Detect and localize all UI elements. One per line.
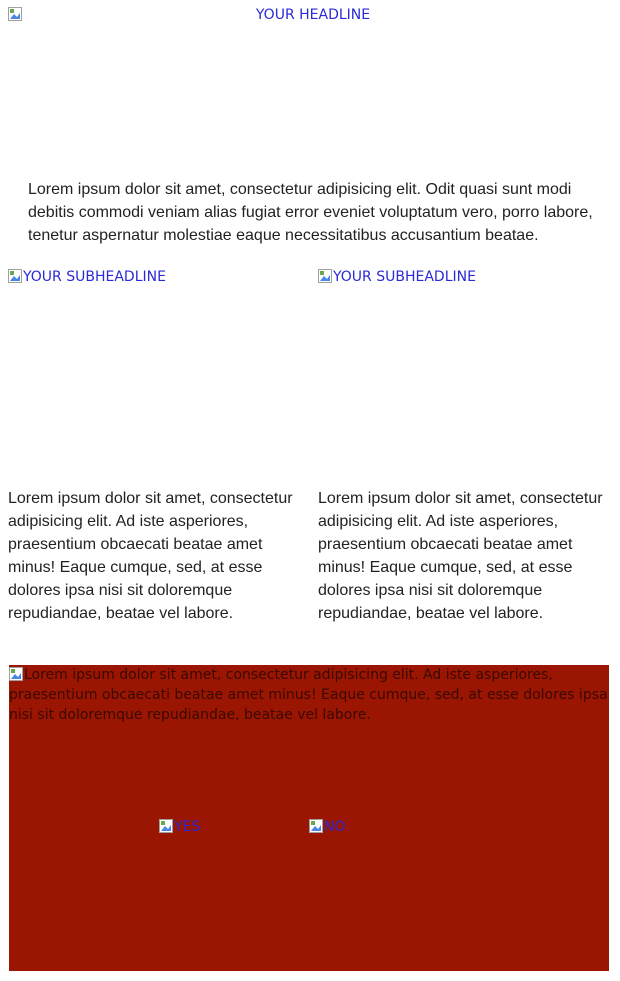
yes-button[interactable] — [159, 818, 200, 836]
broken-image-icon — [318, 269, 332, 283]
broken-image-icon — [309, 819, 323, 833]
cta-panel — [9, 665, 609, 971]
cta-image-alt-text: Lorem ipsum dolor sit amet, consectetur adipisicing elit. Ad iste asperiores, praesentium obcaecati beatae amet minus! Eaque cumque, sed, at esse dolores ipsa nisi sit doloremque repudiandae, beatae vel labore. — [9, 667, 608, 723]
headline-image[interactable] — [8, 6, 610, 166]
broken-image-icon — [8, 7, 22, 21]
subheadline-image-right[interactable] — [318, 268, 608, 478]
column-paragraph-left: Lorem ipsum dolor sit amet, consectetur adipisicing elit. Ad iste asperiores, praesentium obcaecati beatae amet minus! Eaque cumque, sed, at esse dolores ipsa nisi sit doloremque repudiandae, beatae vel labore. — [8, 490, 293, 622]
cta-image-alt — [9, 665, 609, 725]
subheadline-alt-text: YOUR SUBHEADLINE — [333, 269, 476, 285]
broken-image-icon — [8, 269, 22, 283]
column-paragraph-right: Lorem ipsum dolor sit amet, consectetur adipisicing elit. Ad iste asperiores, praesentium obcaecati beatae amet minus! Eaque cumque, sed, at esse dolores ipsa nisi sit doloremque repudiandae, beatae vel labore. — [318, 490, 603, 622]
broken-image-icon — [159, 819, 173, 833]
no-button[interactable] — [309, 818, 346, 836]
subheadline-alt-text: YOUR SUBHEADLINE — [23, 269, 166, 285]
broken-image-icon — [9, 667, 23, 681]
intro-paragraph: Lorem ipsum dolor sit amet, consectetur adipisicing elit. Odit quasi sunt modi debitis commodi veniam alias fugiat error eveniet voluptatum vero, porro labore, tenetur aspernatur molestiae eaque necessitatibus accusantium beatae. — [28, 181, 593, 244]
yes-button-label: YES — [174, 819, 201, 835]
headline-alt-text: YOUR HEADLINE — [255, 7, 371, 23]
subheadline-image-left[interactable] — [8, 268, 298, 478]
no-button-label: NO — [324, 819, 346, 835]
